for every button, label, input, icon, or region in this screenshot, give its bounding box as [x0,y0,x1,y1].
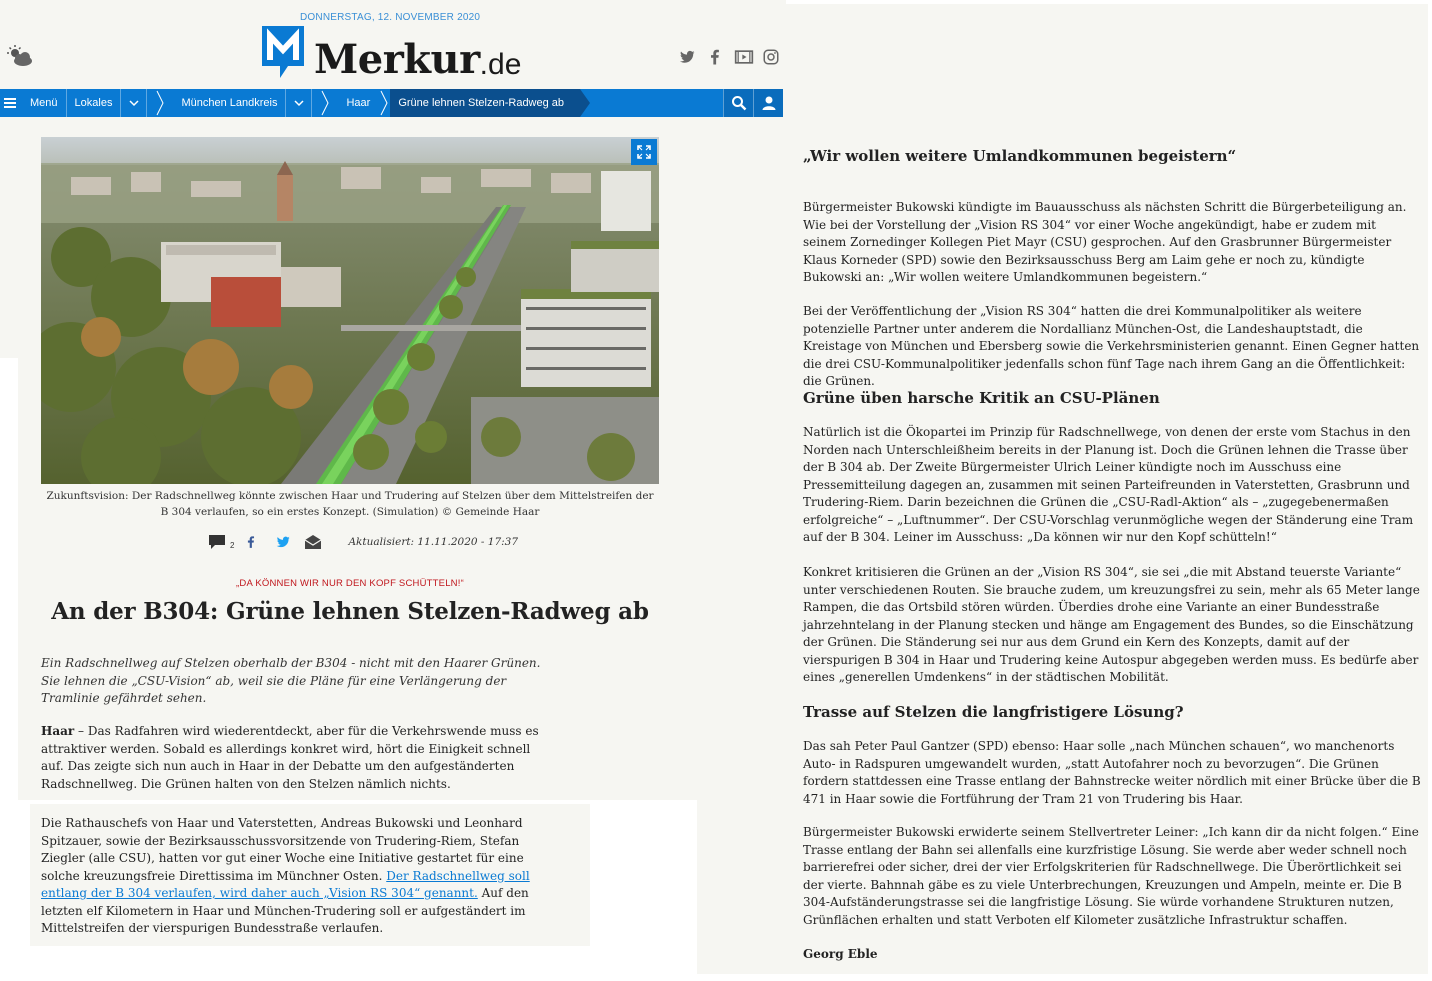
right-paragraph-2: Bei der Veröffentlichung der „Vision RS 304“ hatten die drei Kommunalpolitiker als weitere potenzielle Partner unter anderem die Nordallianz München-Ost, die Landeshauptstadt, die Kreistage von München und Ebersberg sowie die Verkehrsministerien genannt. Einen Gegner hatten die drei CSU-Kommunalpolitiker jedenfalls schon fünf Tage nach ihrem Gang an die Öffentlichkeit: die Grünen. [803,304,1420,388]
weather-icon[interactable] [6,44,34,68]
nav-current-article[interactable]: Grüne lehnen Stelzen-Radweg ab [390,89,580,117]
instagram-icon[interactable] [762,48,782,68]
chevron-down-icon[interactable] [286,89,312,117]
nav-muenchen-landkreis[interactable]: München Landkreis [173,89,286,117]
twitter-share-icon[interactable] [274,533,294,551]
facebook-share-icon[interactable] [244,533,264,551]
nav-menu[interactable]: Menü [22,89,67,117]
article-paragraph-1 [41,723,546,793]
chevron-right-icon [312,89,338,117]
chevron-right-icon [147,89,173,117]
paragraph-1-text: – Das Radfahren wird wiederentdeckt, aber für die Verkehrswende muss es attraktiver werden. Sobald es allerdings konkret wird, hört die Einigkeit schnell auf. Das zeigte sich nun auch in Haar in der Debatte um den aufgeständerten Radschnellweg. Die Grünen halten von den Stelzen nämlich nichts. [41,724,539,791]
merkur-logo-mark [258,22,308,80]
main-navigation [0,89,783,117]
menu-icon[interactable] [0,89,22,117]
nav-lokales[interactable]: Lokales [67,89,122,117]
email-share-icon[interactable] [304,533,324,551]
breadcrumb-arrow [580,89,590,117]
nav-haar[interactable]: Haar [346,97,371,109]
search-icon[interactable] [723,89,753,117]
right-paragraph-5: Das sah Peter Paul Gantzer (SPD) ebenso: Haar solle „nach München schauen“, wo manchenorts Auto- in Radspuren umgewandelt wurden, „statt Autofahrer noch zu bevorzugen“. Die Grünen fordern stattdessen eine Trasse entlang der Bahnstrecke weiter nördlich mit einer Brücke über die B 471 in Haar sowie die Fortführung der Tram 21 von Trudering bis Haar. [803,739,1421,806]
twitter-icon[interactable] [678,48,698,68]
article-lead: Ein Radschnellweg auf Stelzen oberhalb der B304 - nicht mit den Haarer Grünen. Sie lehnen die „CSU-Vision“ ab, weil sie die Pläne für eine Verlängerung der Tramlinie gefährdet sehen. [41,656,541,705]
article-kicker: „DA KÖNNEN WIR NUR DEN KOPF SCHÜTTELN!“ [236,578,464,589]
logo-suffix: .de [479,48,522,81]
dateline: Haar [41,724,75,738]
paragraph-2-end: Auf den letzten elf Kilometern in Haar und München-Trudering soll er aufgeständert im Mittelstreifen der vierspurigen Bundesstraße verlaufen. [41,886,529,935]
share-bar [208,533,518,551]
article-headline: An der B304: Grüne lehnen Stelzen-Radweg ab [51,598,649,625]
fullscreen-icon[interactable] [631,139,657,165]
paragraph-2-start: Die Rathauschefs von Haar und Vaterstetten, Andreas Bukowski und Leonhard Spitzauer, sowie der Bezirksausschussvorsitzende von Trudering-Riem, Stefan Ziegler (alle CSU), hatten vor gut einer Woche eine Initiative gestartet für eine solche kreuzungsfreie Direttissima im Münchner Osten. [41,816,524,883]
right-paragraph-6: Bürgermeister Bukowski erwiderte seinem Stellvertreter Leiner: „Ich kann dir da nicht folgen.“ Eine Trasse entlang der Bahn sei allenfalls eine kurzfristige Lösung. Sie werde aber weder schnell noch barrierefrei oder sicher, drei der vier Erfolgskriterien für Radschnellwege. Die Überörtlichkeit sei der vierte. Bahnnah gäbe es zu viele Unterbrechungen, Kreuzungen und Ampeln, meinte er. Die B 304-Aufständerungstrasse sei die langfristige Lösung. Sie würde vorhandene Strukturen nutzen, Grünflächen erhalten und statt Verboten elf Kilometer zusätzliche Infrastruktur schaffen. [803,825,1419,927]
right-paragraph-1: Bürgermeister Bukowski kündigte im Bauausschuss als nächsten Schritt die Bürgerbeteiligung an. Wie bei der Vorstellung der „Vision RS 304“ vor einer Woche angekündigt, habe er zudem mit seinem Zornedinger Kollegen Piet Mayr (CSU) gesprochen. Auf den Grasbrunner Bürgermeister Klaus Korneder (SPD) sowie den Bezirksausschuss Berg am Laim gehe er noch zu, kündigte Bukowski an: „Wir wollen weitere Umlandkommunen begeistern.“ [803,200,1407,284]
user-icon[interactable] [753,89,783,117]
image-caption: Zukunftsvision: Der Radschnellweg könnte zwischen Haar und Trudering auf Stelzen über dem Mittelstreifen der B 304 verlaufen, so ein erstes Konzept. (Simulation) © Gemeinde Haar [46,490,654,518]
facebook-icon[interactable] [706,48,726,68]
merkur-logo[interactable] [258,22,522,83]
logo-text: Merkur [314,36,480,83]
article-hero-image[interactable] [41,137,659,484]
comment-count: 2 [230,540,235,550]
right-paragraph-3: Natürlich ist die Ökopartei im Prinzip für Radschnellwege, von denen der erste vom Stachus in den Norden nach Unterschleißheim bereits in der Planung ist. Doch die Grünen lehnen die Trasse über der B 304 ab. Der Zweite Bürgermeister Ulrich Leiner kündigte noch im Ausschuss eine Pressemitteilung dagegen an, zusammen mit seinen Parteifreunden in Vaterstetten, Grasbrunn und Trudering-Riem. Darin bezeichnen die Grünen die „CSU-Radl-Aktion“ als – „zugegebenermaßen erfolgreiche“ – „Luftnummer“. Der CSU-Vorschlag verunmögliche wegen der Ständerung eine Tram auf der B 304. Leiner im Ausschuss: „Da können wir nur den Kopf schütteln!“ [803,425,1414,544]
chevron-down-icon[interactable] [121,89,147,117]
subheading-umlandkommunen: „Wir wollen weitere Umlandkommunen begeistern“ [803,147,1237,165]
chevron-right-icon [378,89,390,117]
comment-icon[interactable] [208,533,228,551]
article-paragraph-2 [41,815,561,938]
updated-timestamp: Aktualisiert: 11.11.2020 - 17:37 [348,536,519,548]
current-date: DONNERSTAG, 12. NOVEMBER 2020 [300,12,481,23]
subheading-trasse: Trasse auf Stelzen die langfristigere Lösung? [803,703,1184,721]
video-icon[interactable] [734,48,754,68]
social-links [678,48,782,68]
vision-rs304-link[interactable]: Der Radschnellweg soll entlang der B 304 verlaufen, wird daher auch „Vision RS 304“ genannt. [41,868,530,900]
right-paragraph-4: Konkret kritisieren die Grünen an der „Vision RS 304“, sie sei „die mit Abstand teuerste Variante“ unter verschiedenen Routen. Sie brauche zudem, um kreuzungsfrei zu sein, mehr als 65 Meter lange Rampen, die das Ortsbild stören würden. Überdies drohe eine Variante an einer Bundesstraße jahrzehntelang in der Planung stecken und hänge am Engagement des Bundes, so die Einschätzung der Grünen. Die Ständerung sei nur aus dem Grund ein Kern des Konzepts, damit auf der vierspurigen B 304 in Haar und Trudering keine Autospur abgegeben werden muss. Es bedürfe aber eines „generellen Umdenkens“ in der städtischen Mobilität. [803,565,1420,684]
subheading-kritik: Grüne üben harsche Kritik an CSU-Plänen [803,389,1160,407]
article-author: Georg Eble [803,947,878,961]
